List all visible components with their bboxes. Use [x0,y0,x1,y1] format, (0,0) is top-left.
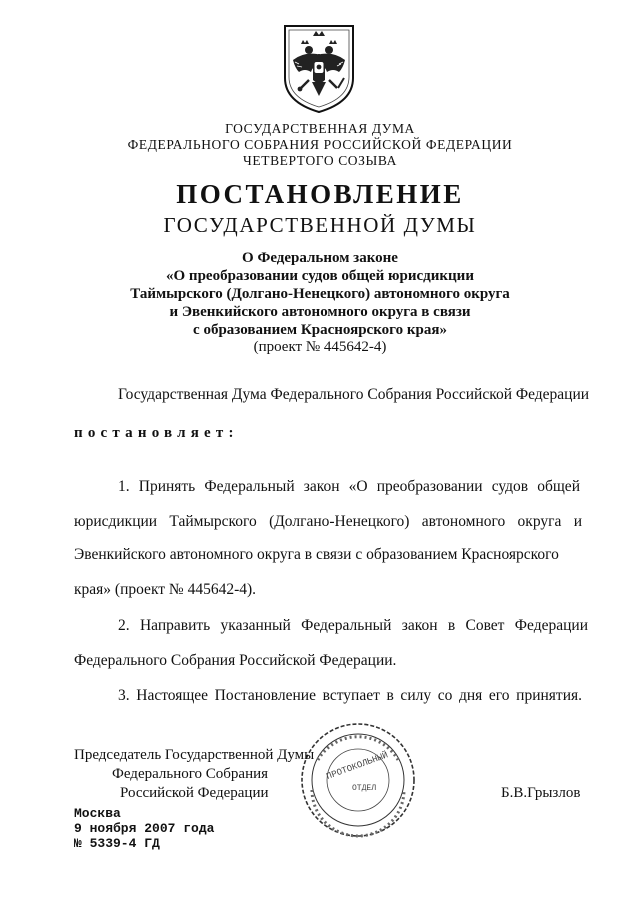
law-title-line-4: и Эвенкийского автономного округа в связи [169,304,471,320]
document-subtitle: ГОСУДАРСТВЕННОЙ ДУМЫ [163,213,477,237]
decides-word: постановляет: [74,425,239,441]
signature-line-2: Федерального Собрания [112,766,269,782]
org-line-2: ФЕДЕРАЛЬНОГО СОБРАНИЯ РОССИЙСКОЙ ФЕДЕРАЦИИ [127,137,513,152]
item2-line-1: 2. Направить указанный Федеральный закон в Совет Федерации [118,617,588,634]
law-title-line-1: О Федеральном законе [242,250,398,266]
law-title-line-2: «О преобразовании судов общей юрисдикции [166,268,474,284]
signatory-name: Б.В.Грызлов [501,785,581,801]
round-stamp-icon [298,720,418,840]
item1-line-4: края» (проект № 445642-4). [74,581,257,598]
stamp-text-1: ПРОТОКОЛЬНЫЙ [325,750,390,782]
footer-city: Москва [74,806,121,821]
signature-line-1: Председатель Государственной Думы [74,747,315,763]
item2-line-2: Федерального Собрания Российской Федерации. [74,652,397,669]
preamble: Государственная Дума Федерального Собрания Российской Федерации [118,386,590,403]
item3: 3. Настоящее Постановление вступает в силу со дня его принятия. [118,687,582,704]
org-line-3: ЧЕТВЕРТОГО СОЗЫВА [243,153,397,168]
signature-line-3: Российской Федерации [120,785,269,801]
law-title-line-3: Таймырского (Долгано-Ненецкого) автономного округа [130,286,510,302]
footer-number: № 5339-4 ГД [74,836,160,851]
org-line-1: ГОСУДАРСТВЕННАЯ ДУМА [225,121,415,136]
document-title: ПОСТАНОВЛЕНИЕ [176,179,464,209]
footer-date: 9 ноября 2007 года [74,821,215,836]
project-number: (проект № 445642-4) [253,339,387,355]
law-title-line-5: с образованием Красноярского края» [193,322,447,338]
stamp-text-2: ОТДЕЛ [351,784,377,793]
item1-line-3: Эвенкийского автономного округа в связи с образованием Красноярского [74,546,559,563]
russian-coat-of-arms-icon [279,22,359,114]
item1-line-1: 1. Принять Федеральный закон «О преобразовании судов общей [118,478,580,495]
item1-line-2: юрисдикции Таймырского (Долгано-Ненецкого) автономного округа и [74,513,582,530]
